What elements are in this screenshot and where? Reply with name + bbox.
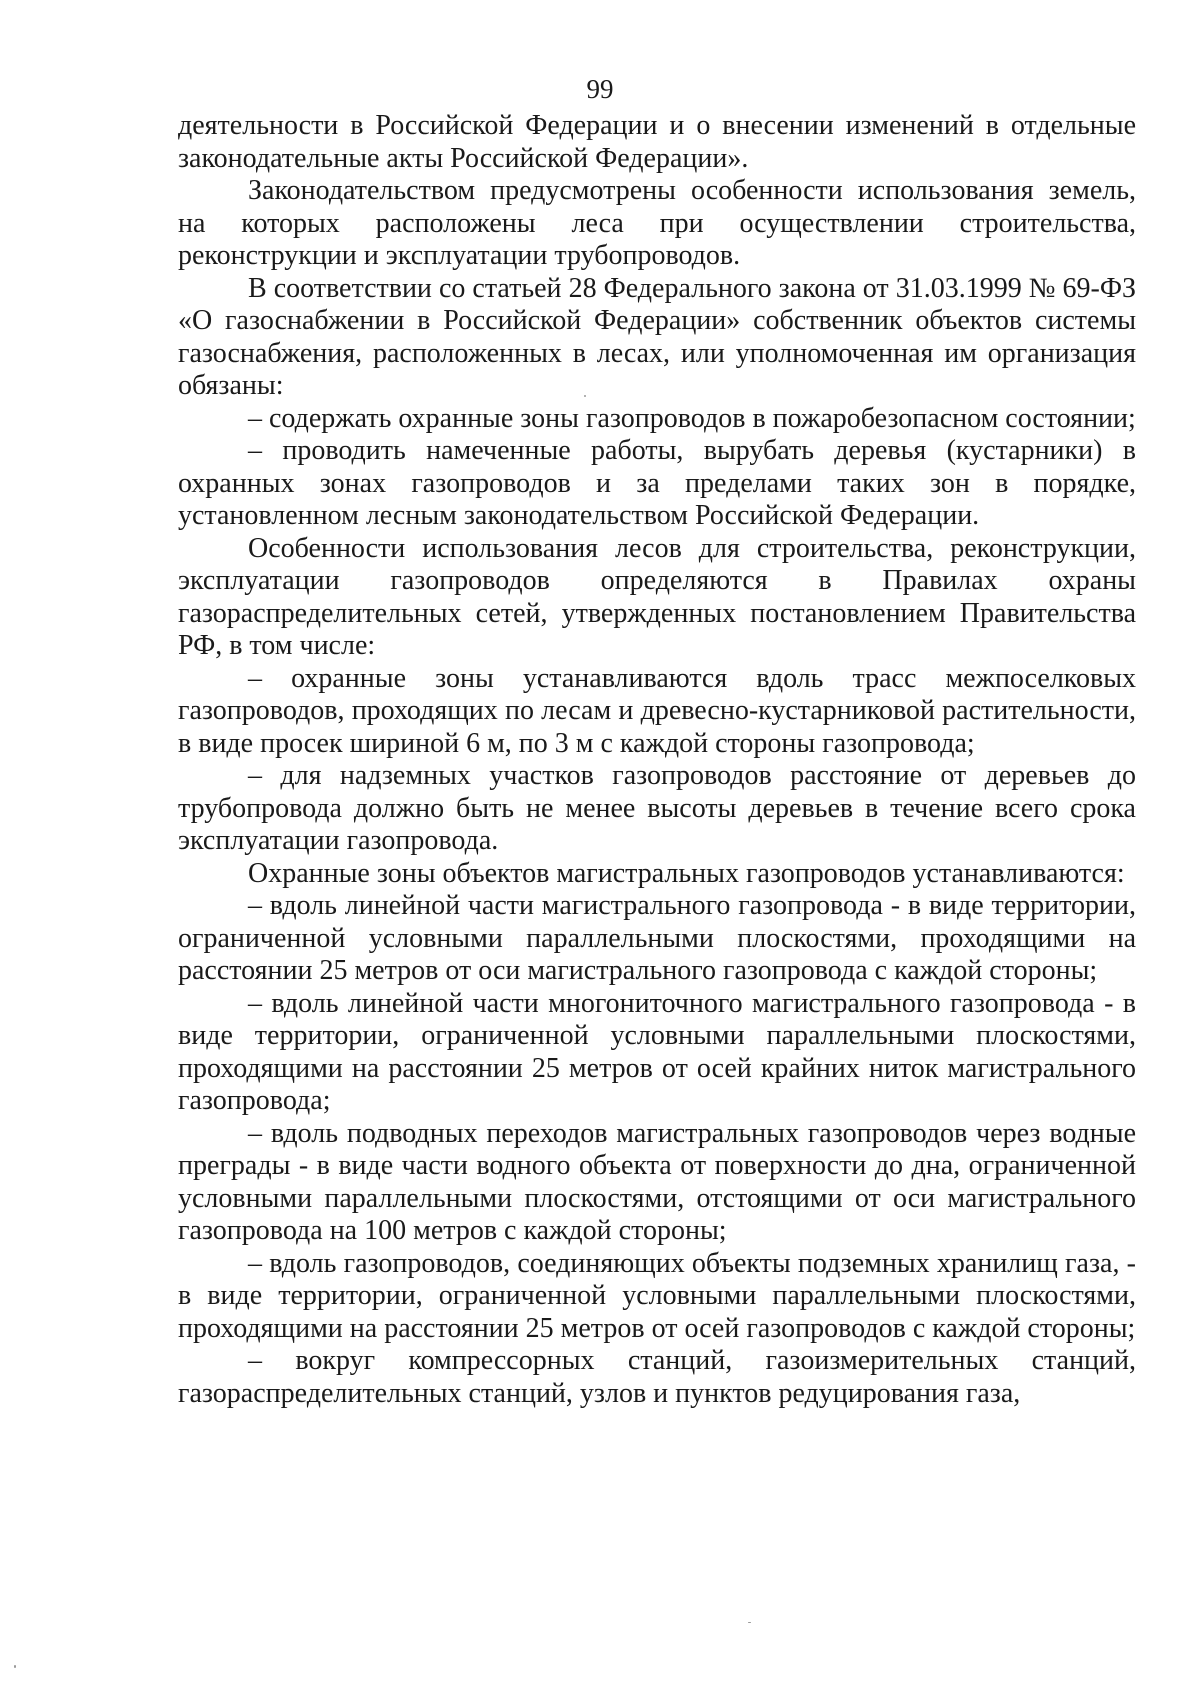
dash-marker: –	[248, 1117, 262, 1149]
dash-marker: –	[248, 435, 262, 466]
paragraph-federal-law: В соответствии со статьей 28 Федерального закона от 31.03.1999 № 69-ФЗ «О газоснабжении в Российской Федерации» собственник объектов системы газоснабжения, расположенных в лесах, или уполномоченная им организация обязаны:	[178, 272, 1136, 401]
list-item	[178, 1345, 1136, 1410]
list-item	[178, 760, 1136, 858]
list-item-text: проводить намеченные работы, вырубать деревья (кустарники) в охранных зонах газопроводов и за пределами таких зон в порядке, установленном лесным законодательством Российской Федерации.	[178, 435, 1137, 531]
list-item	[178, 1248, 1136, 1346]
paragraph-protection-zones: Охранные зоны объектов магистральных газопроводов устанавливаются:	[248, 857, 1125, 889]
list-item	[178, 663, 1136, 761]
list-item	[178, 1118, 1136, 1248]
paragraph-continuation: деятельности в Российской Федерации и о внесении изменений в отдельные законодательные акты Российской Федерации».	[178, 110, 1136, 174]
list-item	[178, 890, 1136, 988]
list-item-text: вокруг компрессорных станций, газоизмерительных станций, газораспределительных станций, узлов и пунктов редуцирования газа,	[178, 1345, 1137, 1409]
list-item-text: вдоль линейной части магистрального газопровода - в виде территории, ограниченной условными параллельными плоскостями, проходящими на расстоянии 25 метров от оси магистрального газопровода с каждой стороны;	[178, 890, 1136, 986]
paragraph-rules: Особенности использования лесов для строительства, реконструкции, эксплуатации газопроводов определяются в Правилах охраны газораспределительных сетей, утвержденных постановлением Правительства РФ, в том числе:	[178, 532, 1136, 661]
dash-marker: –	[248, 662, 262, 694]
list-item	[178, 403, 1136, 436]
list-item-text: для надземных участков газопроводов расстояние от деревьев до трубопровода должно быть не менее высоты деревьев в течение всего срока эксплуатации газопровода.	[178, 760, 1137, 856]
list-item-text: вдоль подводных переходов магистральных газопроводов через водные преграды - в виде части водного объекта от поверхности до дна, ограниченной условными параллельными плоскостями, отстоящими от оси магистрального газопровода на 100 метров с каждой стороны;	[178, 1117, 1137, 1246]
dash-marker: –	[248, 1247, 262, 1279]
list-item-text: вдоль газопроводов, соединяющих объекты подземных хранилищ газа, - в виде территории, ограниченной условными параллельными плоскостями, проходящими на расстоянии 25 метров от осей газопроводов с каждой стороны;	[178, 1247, 1137, 1344]
dash-marker: –	[248, 402, 262, 434]
dash-marker: –	[248, 1345, 262, 1376]
document-body	[178, 110, 1136, 1410]
list-item	[178, 988, 1136, 1118]
dash-marker: –	[248, 987, 262, 1019]
list-item	[178, 435, 1136, 533]
list-item-text: вдоль линейной части многониточного магистрального газопровода - в виде территории, ограниченной условными параллельными плоскостями, проходящими на расстоянии 25 метров от осей крайних ниток магистрального газопровода;	[178, 987, 1136, 1116]
scan-speck	[14, 1665, 16, 1668]
list-item-text: содержать охранные зоны газопроводов в пожаробезопасном состоянии;	[269, 402, 1136, 434]
dash-marker: –	[248, 890, 262, 921]
dash-marker: –	[248, 760, 262, 791]
list-item-text: охранные зоны устанавливаются вдоль трасс межпоселковых газопроводов, проходящих по лесам и древесно-кустарниковой растительности, в виде просек шириной 6 м, по 3 м с каждой стороны газопровода;	[178, 662, 1137, 759]
scan-speck	[584, 395, 586, 397]
scan-speck	[748, 1622, 751, 1623]
page-number: 99	[586, 74, 614, 104]
paragraph-land-use: Законодательством предусмотрены особенности использования земель, на которых расположены леса при осуществлении строительства, реконструкции и эксплуатации трубопроводов.	[178, 175, 1136, 271]
